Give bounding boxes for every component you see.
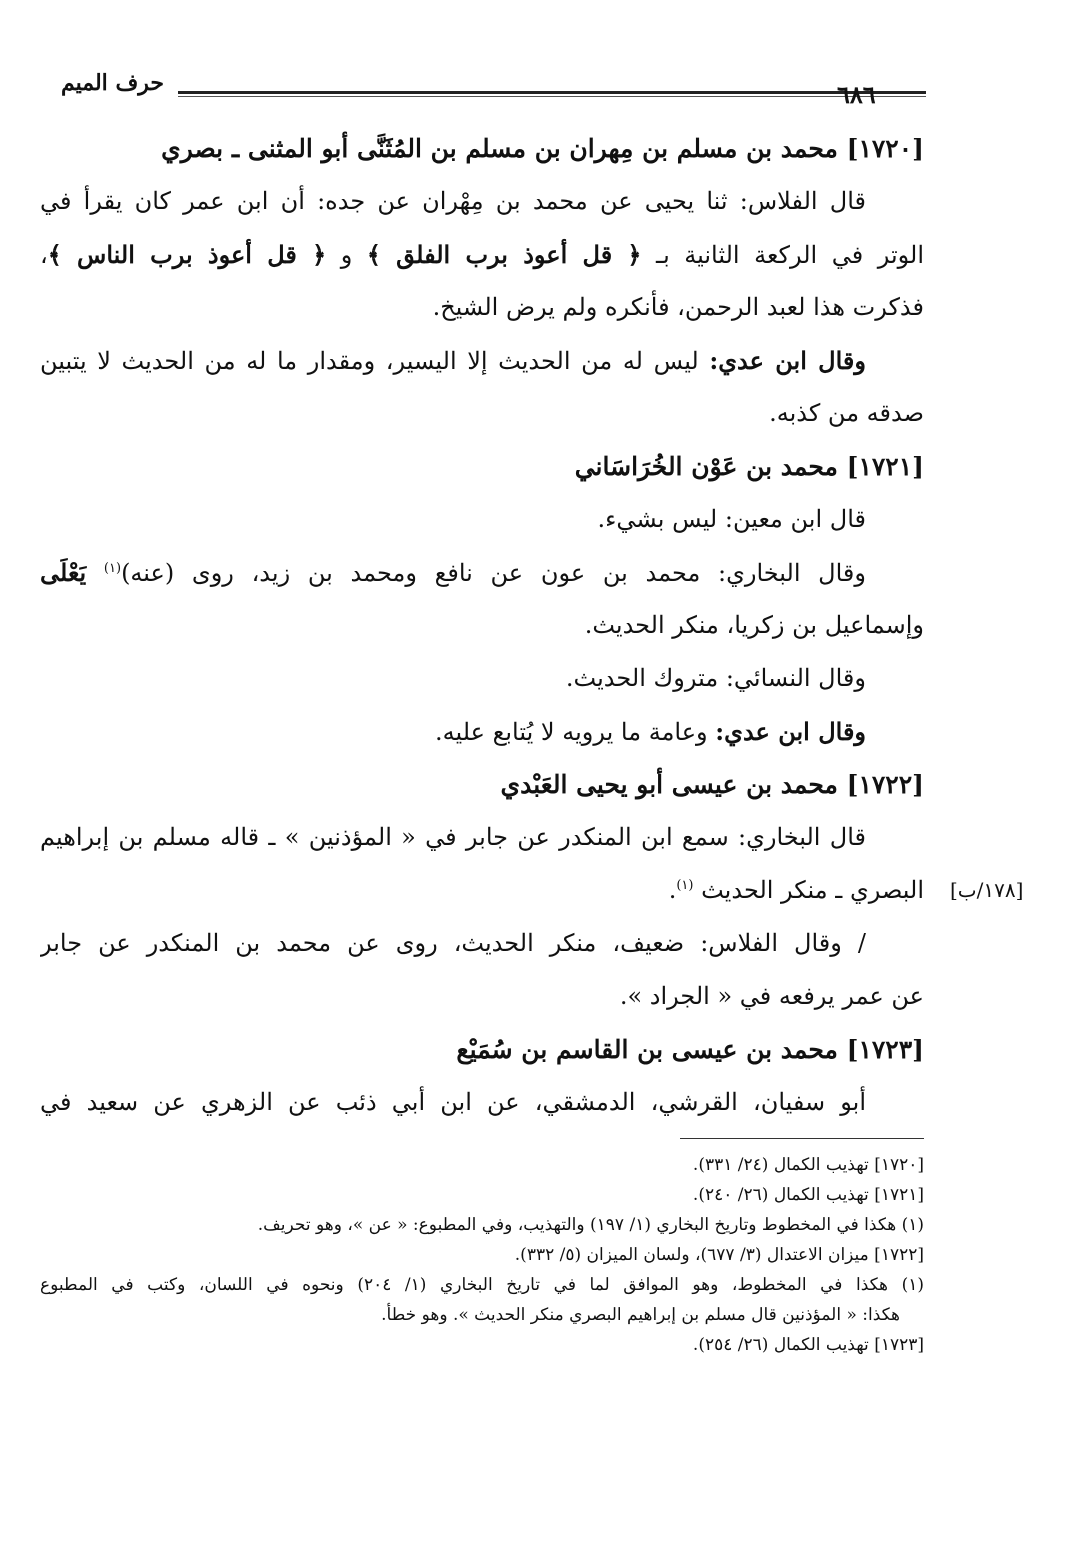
text-fragment: البصري ـ منكر الحديث <box>701 876 924 904</box>
text-fragment: ليس له من الحديث إلا اليسير، ومقدار ما له من الحديث لا يتبين <box>40 347 699 375</box>
footnote-1721: [١٧٢١] تهذيب الكمال (٢٦/ ٢٤٠). <box>692 1185 924 1205</box>
footnote-1722: [١٧٢٢] ميزان الاعتدال (٣/ ٦٧٧)، ولسان الميزان (٥/ ٣٣٢). <box>514 1245 924 1265</box>
footnote-1722-note1-cont: هكذا: « المؤذنين قال مسلم بن إبراهيم البصري منكر الحديث ». وهو خطأ. <box>381 1305 900 1325</box>
entry-heading-1721: [١٧٢١] محمد بن عَوْن الخُرَاسَاني <box>574 452 924 481</box>
comma: ، <box>40 241 48 269</box>
text-line-quran <box>40 228 924 281</box>
text-fragment: وقال الفلاس: ضعيف، منكر الحديث، روى عن محمد بن المنكدر عن جابر <box>40 929 842 957</box>
quran-quote-nas: ﴿ قل أعوذ برب الناس ﴾ <box>47 240 327 269</box>
text-fragment: الوتر في الركعة الثانية بـ <box>656 241 924 269</box>
footnote-1720: [١٧٢٠] تهذيب الكمال (٢٤/ ٣٣١). <box>692 1155 924 1175</box>
text-line: قال ابن معين: ليس بشيء. <box>597 505 866 533</box>
footnotes <box>40 1150 924 1360</box>
text-line <box>40 864 924 917</box>
footnote-1723: [١٧٢٣] تهذيب الكمال (٢٦/ ٢٥٤). <box>692 1335 924 1355</box>
footnote-1721-note1: (١) هكذا في المخطوط وتاريخ البخاري (١/ ١٩٧) والتهذيب، وفي المطبوع: « عن »، وهو تحريف. <box>257 1215 924 1235</box>
bold-prefix: وقال ابن عدي: <box>715 717 866 746</box>
text-fragment: يَعْلَى <box>40 558 87 587</box>
entry-heading-1722: [١٧٢٢] محمد بن عيسى أبو يحيى العَبْدي <box>500 770 924 799</box>
text-line: وإسماعيل بن زكريا، منكر الحديث. <box>584 611 924 639</box>
entry-heading-1723: [١٧٢٣] محمد بن عيسى بن القاسم بن سُمَيْع <box>456 1035 924 1064</box>
period: . <box>668 876 677 904</box>
text-line: قال الفلاس: ثنا يحيى عن محمد بن مِهْران عن جده: أن ابن عمر كان يقرأ في <box>40 187 866 215</box>
page-number: ٦٨٦ <box>837 80 876 109</box>
folio-margin-note: [١٧٨/ب] <box>950 878 1024 902</box>
text-fragment: وعامة ما يرويه لا يُتابع عليه. <box>434 718 708 746</box>
footnote-marker: (١) <box>676 878 694 893</box>
text-line: فذكرت هذا لعبد الرحمن، فأنكره ولم يرض الشيخ. <box>432 293 924 321</box>
header-rule <box>178 91 926 94</box>
text-fragment: و <box>340 241 353 269</box>
text-line: وقال النسائي: متروك الحديث. <box>565 664 866 692</box>
text-line: صدقه من كذبه. <box>769 399 924 427</box>
text-line: قال البخاري: سمع ابن المنكدر عن جابر في « المؤذنين » ـ قاله مسلم بن إبراهيم <box>40 823 867 851</box>
text-fragment: وقال البخاري: محمد بن عون عن نافع ومحمد بن زيد، روى (عنه) <box>121 559 866 587</box>
text-line-fallas <box>40 917 924 970</box>
footnote-1722-note1: (١) هكذا في المخطوط، وهو الموافق لما في تاريخ البخاري (١/ ٢٠٤) ونحوه في اللسان، وكتب في المطبوع <box>40 1275 924 1295</box>
entry-heading-1720: [١٧٢٠] محمد بن مسلم بن مِهران بن مسلم بن المُثَنَّى أبو المثنى ـ بصري <box>161 134 924 163</box>
footnote-rule <box>680 1138 924 1139</box>
bold-prefix: وقال ابن عدي: <box>709 346 866 375</box>
main-text <box>40 122 924 1129</box>
footnote-marker: (١) <box>103 561 122 576</box>
quran-quote-falaq: ﴿ قل أعوذ برب الفلق ﴾ <box>366 240 642 269</box>
text-line-ibn-adi <box>40 705 924 758</box>
text-line: عن عمر يرفعه في « الجراد ». <box>619 982 924 1010</box>
chapter-title: حرف الميم <box>60 70 164 96</box>
text-line-bukhari <box>40 546 924 599</box>
text-line-ibn-adi <box>40 334 924 387</box>
folio-slash: / <box>857 929 866 957</box>
text-line: أبو سفيان، القرشي، الدمشقي، عن ابن أبي ذئب عن الزهري عن سعيد في <box>40 1088 866 1116</box>
